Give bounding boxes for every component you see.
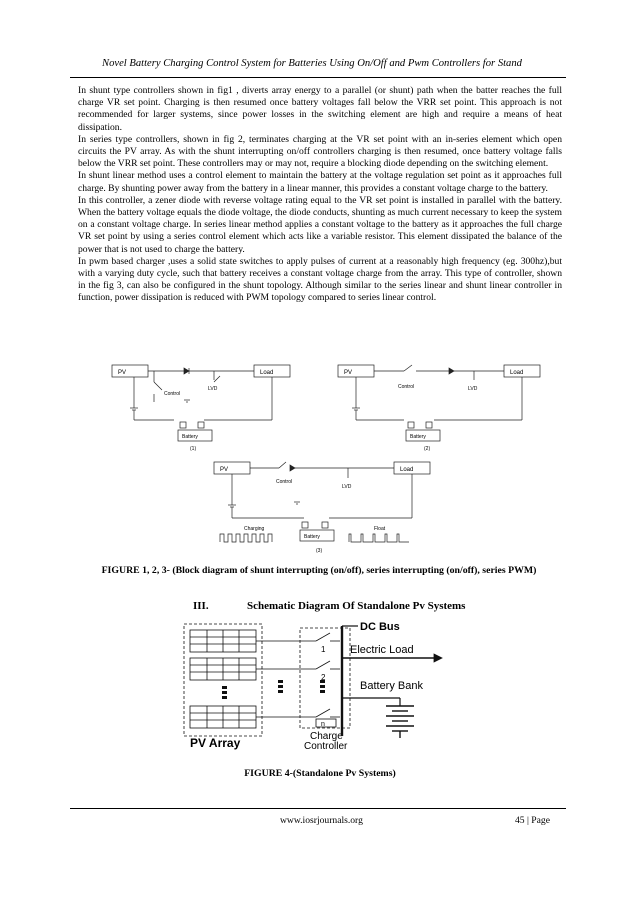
section-number: III. <box>193 600 209 612</box>
switch-2-label: 2 <box>321 673 326 682</box>
controller-label: Controller <box>304 741 348 750</box>
plus-terminal-3 <box>302 522 308 528</box>
switch-1 <box>316 633 330 641</box>
load-label-3: Load <box>400 467 414 473</box>
charging-label: Charging <box>244 526 265 532</box>
switch-n-box <box>316 719 336 727</box>
section-heading <box>193 600 465 612</box>
pv-array-ellipsis <box>222 686 227 699</box>
page-number: 45 | Page <box>515 815 550 826</box>
battery-label-2: Battery <box>410 434 426 440</box>
charge-label: Charge <box>310 731 343 742</box>
minus-terminal-2 <box>426 422 432 428</box>
battery-label-1: Battery <box>182 434 198 440</box>
control-label-3: Control <box>276 479 293 485</box>
load-label-2: Load <box>510 370 524 376</box>
figure-4-standalone-pv-system <box>180 620 460 750</box>
electric-load-label: Electric Load <box>350 644 414 656</box>
pv-array-label: PV Array <box>190 736 241 750</box>
pv-label-2: PV <box>344 370 353 376</box>
fig-number-2: (2) <box>424 446 431 452</box>
paragraph-zener-series-linear: In this controller, a zener diode with reverse voltage rating equal to the VR set point is installed in parallel with the battery. When the battery voltage equals the diode voltage, the diode conducts, shunting as much current necessary to keep the system on a constant voltage charge. In series linear method applies a constant voltage to the battery as it approaches the full charge VR set point by using a series control element which acts like a variable resistor. This element dissipated the balance of the power that is not used to charge the battery. <box>78 194 562 255</box>
pv-label-1: PV <box>118 370 127 376</box>
diagram-3-series-pwm <box>214 462 430 554</box>
float-label: Float <box>374 526 386 532</box>
figure-1-2-3-block-diagrams <box>104 360 554 555</box>
minus-terminal-1 <box>198 422 204 428</box>
lvd-label-1: LVD <box>208 386 218 392</box>
pv-panel-n <box>190 706 256 728</box>
dc-bus-label: DC Bus <box>360 621 400 633</box>
switch-n-label: n <box>321 721 325 728</box>
footer-url[interactable]: www.iosrjournals.org <box>280 815 363 826</box>
paragraph-shunt-type: In shunt type controllers shown in fig1 , diverts array energy to a parallel (or shunt) path when the batter reaches the full charge VR set point. Charging is then resumed once battery voltages fall below the VRR set point. This approach is not recommended for larger systems, since power losses in the switching element are high and require a means of heat dissipation. <box>78 85 562 133</box>
paragraph-pwm: In pwm based charger ,uses a solid state switches to apply pulses of current at a reasonably high frequency (eg. 300hz),but with a varying duty cycle, such that battery receives a constant voltage charge from the array. This type of controller, shown in the fig 3, can also be configured in the shunt topology. Although similar to the series linear and shunt linear controller in function, power dissipation is reduced with PWM topology compared to series linear control. <box>78 255 562 304</box>
lvd-label-2: LVD <box>468 386 478 392</box>
pv-label-3: PV <box>220 467 229 473</box>
switch-2 <box>316 661 330 669</box>
switch-1-label: 1 <box>321 645 326 654</box>
switch-n <box>316 709 330 717</box>
middle-ellipsis <box>278 680 325 693</box>
footer-rule <box>70 808 566 809</box>
plus-terminal-2 <box>408 422 414 428</box>
fig-number-1: (1) <box>190 446 197 452</box>
header-rule <box>70 77 566 78</box>
figure-4-caption: FIGURE 4-(Standalone Pv Systems) <box>244 768 396 779</box>
paragraph-series-type: In series type controllers, shown in fig 2, terminates charging at the VR set point with an in-series element which open circuits the PV array. As with the shunt interrupting on/off controllers charging is then resumed, once battery voltage falls below the VRR set point. These controllers may or may not, require a blocking diode depending on the switching element. <box>78 133 562 170</box>
load-label-1: Load <box>260 370 274 376</box>
battery-bank-label: Battery Bank <box>360 680 423 692</box>
pv-panel-2 <box>190 658 256 680</box>
figure-1-2-3-caption: FIGURE 1, 2, 3- (Block diagram of shunt interrupting (on/off), series interrupting (on/off), series PWM) <box>101 565 537 576</box>
charging-pulse-waveform <box>220 534 272 542</box>
minus-terminal-3 <box>322 522 328 528</box>
control-label-2: Control <box>398 384 415 390</box>
float-pulse-waveform <box>349 534 409 542</box>
section-title: Schematic Diagram Of Standalone Pv Systems <box>247 600 466 612</box>
pv-panel-1 <box>190 630 256 652</box>
lvd-label-3: LVD <box>342 484 352 490</box>
battery-bank-symbol <box>386 706 414 738</box>
control-label-1: Control <box>164 391 181 397</box>
plus-terminal-1 <box>180 422 186 428</box>
running-header: Novel Battery Charging Control System for Batteries Using On/Off and Pwm Controllers for Stand <box>102 58 522 69</box>
body-text <box>78 85 562 305</box>
diagram-2-series-interrupting <box>338 365 540 452</box>
diagram-1-shunt-interrupting <box>112 365 290 452</box>
fig-number-3: (3) <box>316 548 323 554</box>
paragraph-shunt-linear: In shunt linear method uses a control element to maintain the battery at the voltage regulation set point as it approaches full charge. By shunting power away from the battery in a linear manner, this provides a constant voltage charge to the battery. <box>78 170 562 194</box>
battery-label-3: Battery <box>304 534 320 540</box>
